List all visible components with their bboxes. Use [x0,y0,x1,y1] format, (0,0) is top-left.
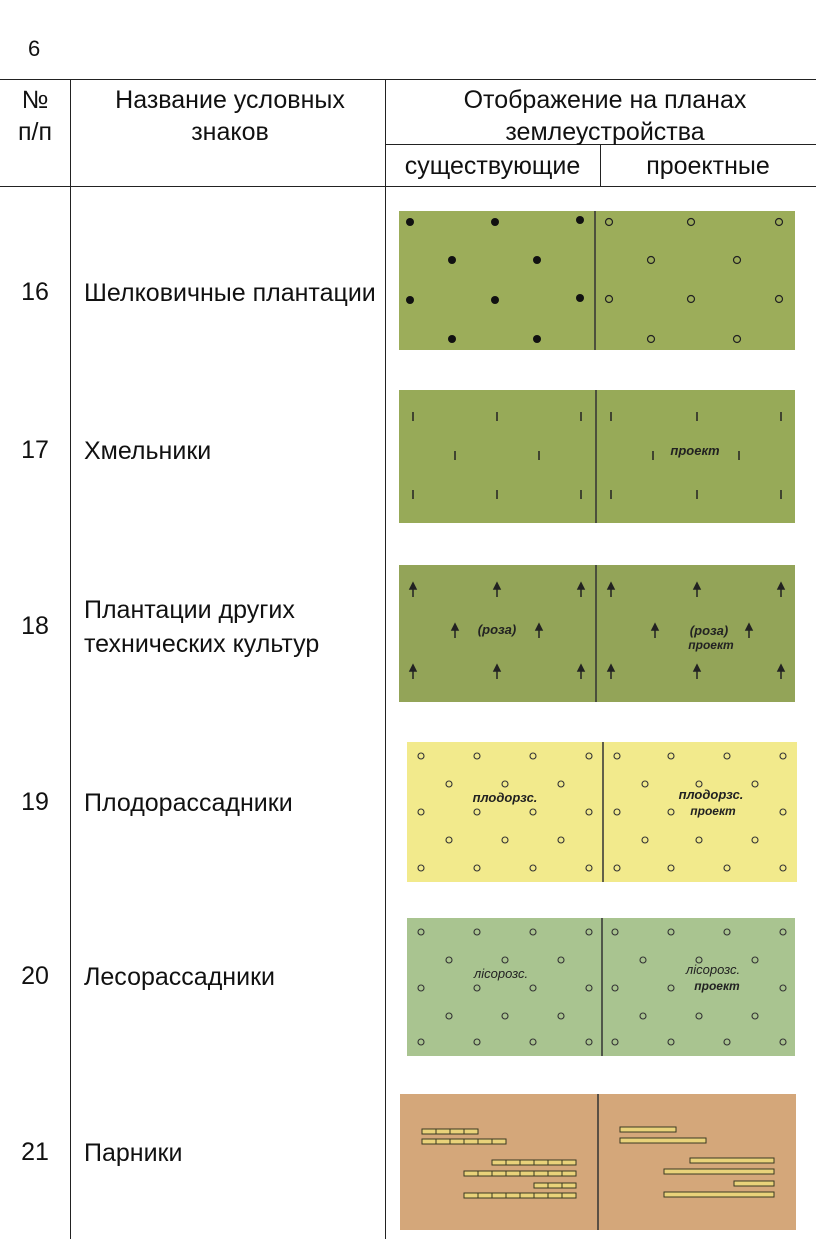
swatch-background [399,390,795,523]
swatch-fruit-nurseries [407,742,797,882]
row-17-number: 17 [21,436,49,464]
header-number-line1: № [21,86,49,114]
header-bottom-border [0,186,816,187]
row-18-name: Плантации других технических культур [84,596,320,658]
swatch-technical-crops [399,565,795,702]
row-18-existing-label: (роза) [477,622,517,637]
page-number: 6 [28,36,41,61]
row-17-name: Хмельники [84,437,212,465]
row-19-project-label: плодорзс. [678,787,744,802]
row-18-project-label: (роза) [689,623,729,638]
header-number [0,84,70,148]
swatch-background [399,565,795,702]
table-top-border [0,79,816,80]
swatch-mulberry [399,211,795,350]
swatch-background [407,742,797,882]
header-project: проектные [646,152,770,180]
row-19-name: Плодорассадники [84,789,293,817]
header-display: Отображение на планах землеустройства [463,86,747,146]
row-19-existing-label: плодорзс. [472,790,538,805]
row-21-name: Парники [84,1139,183,1167]
row-20-existing-label: лісорозс. [473,966,529,981]
row-20-project-sublabel: проект [694,979,740,993]
swatch-hops [399,390,795,523]
header-existing: существующие [404,152,581,180]
row-21-number: 21 [21,1138,49,1166]
swatch-greenhouses [400,1094,796,1230]
swatch-forest-nurseries [407,918,795,1056]
row-17-project-label: проект [670,443,720,458]
row-18-number: 18 [21,612,49,640]
column-divider-2 [385,79,386,1239]
row-18-project-sublabel: проект [688,638,734,652]
row-19-project-sublabel: проект [690,804,736,818]
row-20-project-label: лісорозс. [685,962,741,977]
row-16-name: Шелковичные плантации [84,279,376,307]
header-name: Название условных знаков [115,86,345,146]
row-20-name: Лесорассадники [84,963,275,991]
row-19-number: 19 [21,788,49,816]
header-number-line2: п/п [17,118,53,146]
row-16-number: 16 [21,278,49,306]
row-20-number: 20 [21,962,49,990]
swatch-background [399,211,795,350]
column-divider-1 [70,79,71,1239]
